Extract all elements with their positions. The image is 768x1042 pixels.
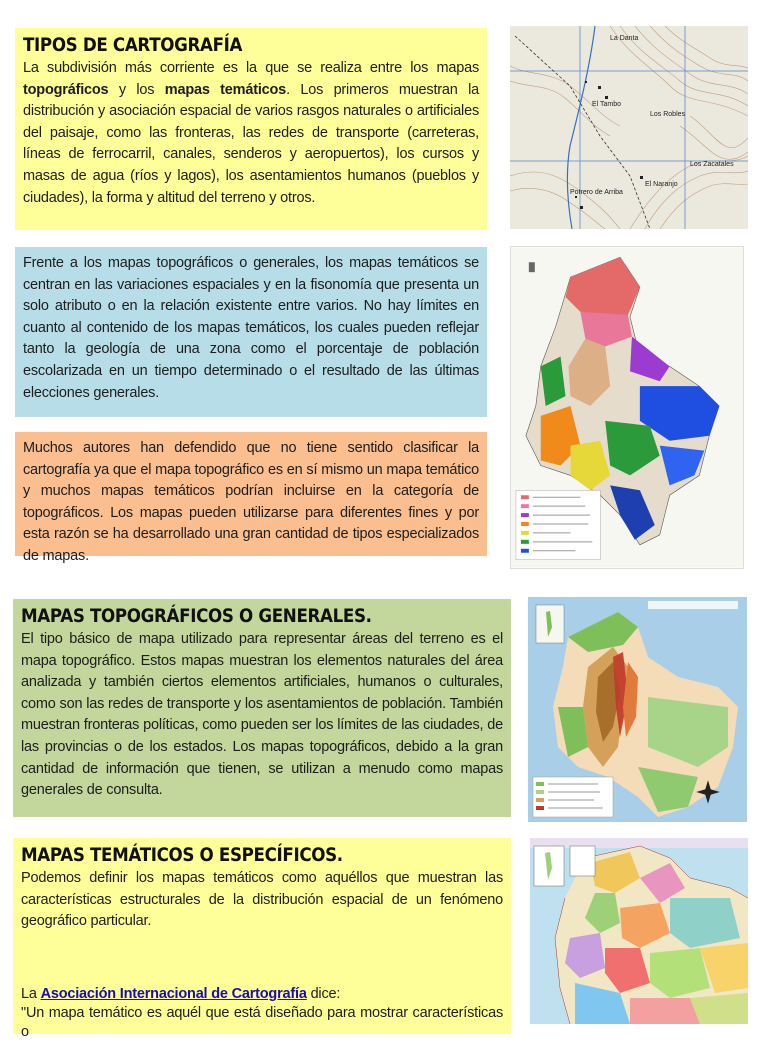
section-muchos-autores xyxy=(15,432,487,564)
text-b: y los xyxy=(108,81,165,98)
relief-map-image xyxy=(528,597,747,822)
asociacion-internacional-link[interactable]: Asociación Internacional de Cartografía xyxy=(40,985,307,1002)
topographic-map-image xyxy=(510,26,748,229)
relief-map-icon xyxy=(528,597,747,822)
text-a: La subdivisión más corriente es la que se realiza entre los mapas xyxy=(23,60,479,76)
map1-label-la-danta: La Danta xyxy=(610,35,639,42)
quote-text: "Un mapa temático es aquél que está diseñado para mostrar características o xyxy=(21,1004,503,1040)
paragraph-muchos-autores: Muchos autores han defendido que no tiene sentido clasificar la cartografía ya que el mapa topográfico es en sí mismo un mapa temático y muchos mapas temáticos podrían incluirse en la categoría de topográficos. Los mapas pueden utilizarse para diferentes fines y por esta razón se ha desarrollado una gran cantidad de tipos especializados de mapas. xyxy=(23,440,479,564)
heading-mapas-tematicos: MAPAS TEMÁTICOS O ESPECÍFICOS. xyxy=(21,844,343,866)
map1-label-los-robles: Los Robles xyxy=(650,111,686,118)
map1-label-el-naranjo: El Naranjo xyxy=(645,181,678,188)
quote-intro xyxy=(21,985,503,1004)
section-frente-mapas xyxy=(15,247,487,417)
thematic-region-map-image xyxy=(510,246,744,569)
quote-suffix: dice: xyxy=(306,985,341,1002)
thematic-region-map-icon xyxy=(511,247,743,568)
political-map-icon xyxy=(530,838,748,1024)
map1-label-los-zacatales: Los Zacatales xyxy=(690,161,734,168)
map1-label-potrero: Potrero de Arriba xyxy=(570,189,623,196)
bold-mapas-tematicos: mapas temáticos xyxy=(164,81,287,98)
paragraph-frente: Frente a los mapas topográficos o generales, los mapas temáticos se centran en las variaciones espaciales y en la fisonomía que presenta un solo atributo o en la relación existente entre varios. No hay límites en cuanto al contenido de los mapas temáticos, los cuales pueden reflejar tanto la geología de una zona como el porcentaje de población escolarizada en un tiempo determinado o el resultado de las últimas elecciones generales. xyxy=(23,255,479,401)
bold-topograficos: topográficos xyxy=(23,81,109,98)
heading-mapas-topograficos: MAPAS TOPOGRÁFICOS O GENERALES. xyxy=(21,605,372,627)
paragraph-mapas-topograficos: El tipo básico de mapa utilizado para representar áreas del terreno es el mapa topográfico. Estos mapas muestran los elementos naturales del área analizada y también ciertos elementos artificiales, humanos o culturales, como son las redes de transporte y los asentamientos de población. También muestran fronteras políticas, como pueden ser los límites de las ciudades, de las provincias o de los estados. Los mapas topográficos, debido a la gran cantidad de información que tienen, se utilizan a menudo como mapas generales de consulta. xyxy=(21,631,503,799)
paragraph-mapas-tematicos: Podemos definir los mapas temáticos como aquéllos que muestran las características estructurales de la distribución espacial de un fenómeno geográfico particular. xyxy=(21,870,503,930)
section-tipos-cartografia xyxy=(15,28,487,230)
section-mapas-topograficos xyxy=(13,599,511,817)
topographic-map-icon xyxy=(510,26,748,229)
map1-label-el-tambo: El Tambo xyxy=(592,101,622,108)
section-mapas-tematicos xyxy=(13,838,511,1040)
text-c: . Los primeros muestran la distribución y asociación espacial de varios rasgos naturales o artificiales del paisaje, como las fronteras, las redes de transporte (carreteras, líneas de ferrocarril, canales, senderos y aeropuertos), los cursos y masas de agua (ríos y lagos), los asentamientos humanos (pueblos y ciudades), la forma y altitud del terreno y otros. xyxy=(23,81,479,206)
quote-prefix: La xyxy=(21,985,41,1002)
heading-tipos-cartografia: TIPOS DE CARTOGRAFÍA xyxy=(23,34,243,56)
political-map-image xyxy=(530,838,748,1024)
paragraph-tipos xyxy=(23,58,479,209)
